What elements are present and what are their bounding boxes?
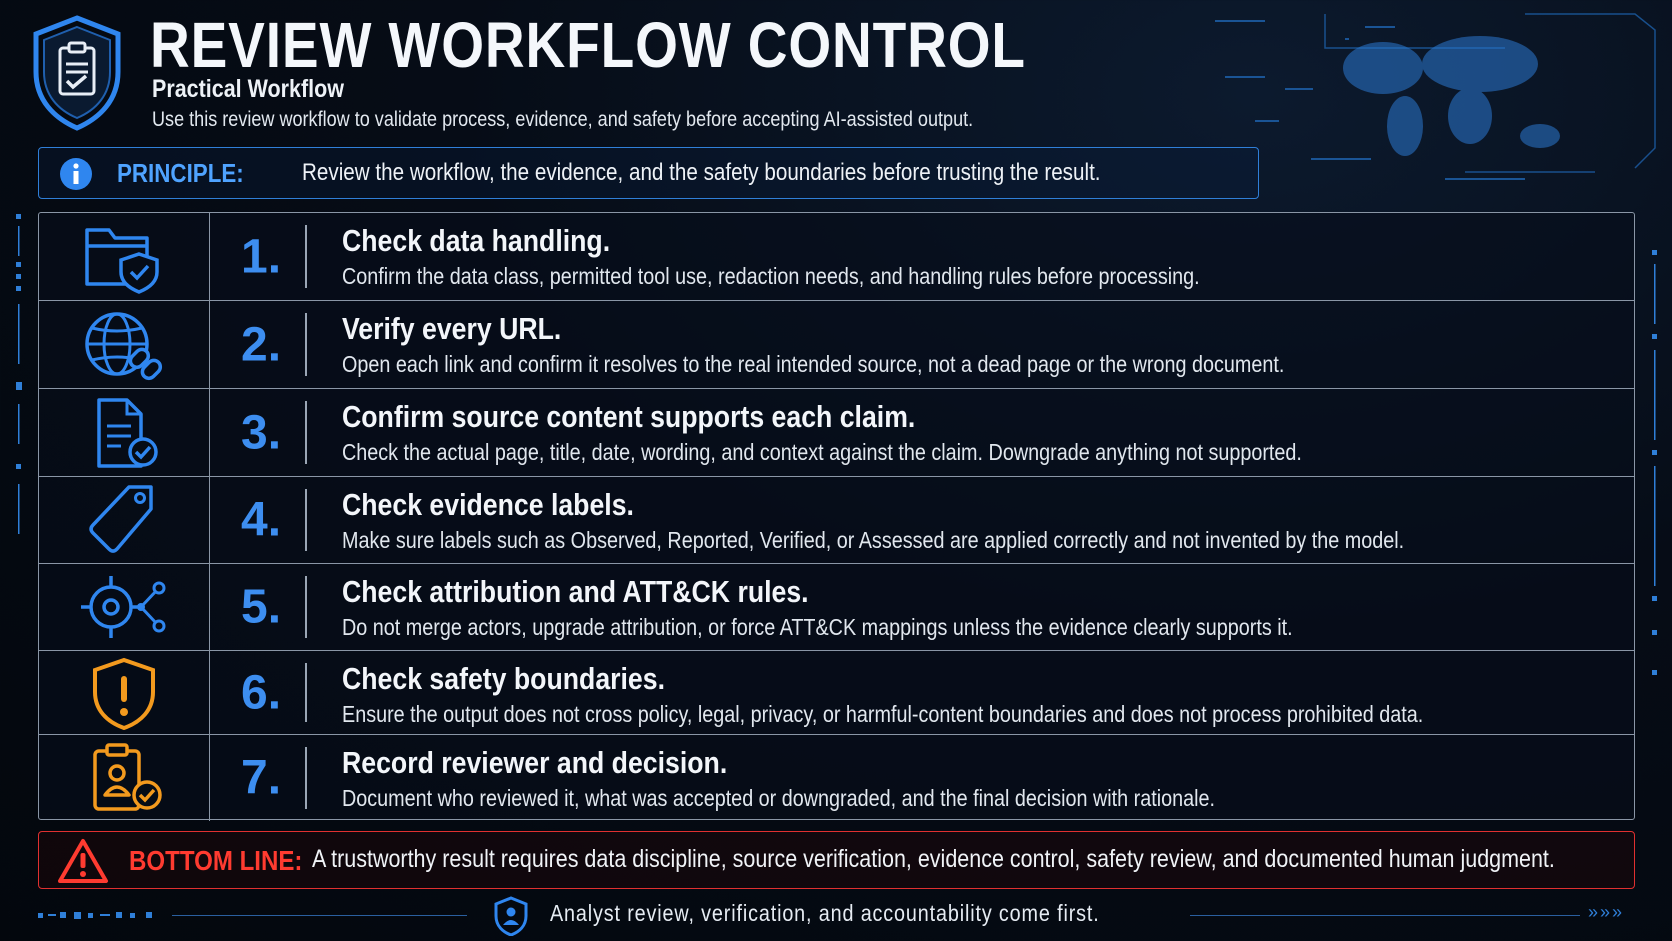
step-number: 5.	[241, 580, 282, 634]
step-number: 1.	[241, 230, 282, 283]
shield-alert-icon	[81, 656, 167, 730]
workflow-step	[39, 300, 1634, 388]
warning-triangle-icon	[57, 838, 109, 884]
clipboard-user-check-icon	[81, 741, 167, 815]
workflow-step	[39, 563, 1634, 650]
page-subtitle: Practical Workflow	[152, 75, 344, 103]
step-number: 7.	[241, 751, 282, 805]
step-title: Confirm source content supports each claim.	[342, 399, 916, 434]
target-network-icon	[81, 570, 167, 644]
principle-banner	[38, 147, 1259, 199]
chevrons-right-icon: »»»	[1588, 902, 1625, 922]
tag-icon	[81, 483, 167, 557]
step-description: Make sure labels such as Observed, Reported, Verified, or Assessed are applied correctly and not invented by the model.	[342, 527, 1405, 553]
step-number: 3.	[241, 406, 282, 459]
info-icon	[59, 157, 93, 191]
bottom-line-label: BOTTOM LINE:	[129, 845, 303, 876]
workflow-step	[39, 388, 1634, 476]
folder-shield-icon	[81, 220, 167, 294]
globe-link-icon	[81, 308, 167, 382]
principle-text: Review the workflow, the evidence, and the safety boundaries before trusting the result.	[302, 159, 1101, 186]
step-number: 4.	[241, 493, 282, 547]
workflow-step	[39, 734, 1634, 821]
footer-tagline: Analyst review, verification, and accountability come first.	[550, 900, 1100, 926]
step-description: Ensure the output does not cross policy, legal, privacy, or harmful-content boundaries and does not process prohibited data.	[342, 701, 1424, 727]
step-title: Check data handling.	[342, 223, 611, 258]
document-check-icon	[81, 396, 167, 470]
step-description: Open each link and confirm it resolves to the real intended source, not a dead page or the wrong document.	[342, 351, 1285, 377]
side-circuit-decoration	[1650, 250, 1660, 690]
step-title: Verify every URL.	[342, 311, 562, 346]
workflow-steps-table	[38, 212, 1635, 820]
step-description: Check the actual page, title, date, wording, and context against the claim. Downgrade anything not supported.	[342, 439, 1302, 465]
step-description: Confirm the data class, permitted tool use, redaction needs, and handling rules before processing.	[342, 263, 1200, 289]
step-title: Check safety boundaries.	[342, 661, 665, 696]
step-title: Check evidence labels.	[342, 487, 634, 522]
workflow-step	[39, 476, 1634, 563]
page-description: Use this review workflow to validate process, evidence, and safety before accepting AI-assisted output.	[152, 108, 974, 131]
clipboard-shield-logo-icon	[30, 14, 124, 132]
step-number: 2.	[241, 318, 282, 371]
step-title: Record reviewer and decision.	[342, 745, 728, 780]
bottom-line-text: A trustworthy result requires data discipline, source verification, evidence control, safety review, and documented human judgment.	[312, 845, 1555, 873]
page-title: REVIEW WORKFLOW CONTROL	[150, 9, 1026, 81]
workflow-step	[39, 650, 1634, 734]
bottom-line-banner	[38, 831, 1635, 889]
principle-label: PRINCIPLE:	[117, 158, 244, 188]
footer-dots-decoration	[38, 909, 168, 921]
step-title: Check attribution and ATT&CK rules.	[342, 574, 809, 609]
world-map-decoration	[1215, 8, 1665, 186]
step-number: 6.	[241, 666, 282, 719]
shield-user-icon	[493, 896, 529, 936]
step-description: Do not merge actors, upgrade attribution, or force ATT&CK mappings unless the evidence clearly supports it.	[342, 614, 1293, 640]
side-circuit-decoration	[14, 214, 24, 564]
workflow-step	[39, 213, 1634, 300]
step-description: Document who reviewed it, what was accepted or downgraded, and the final decision with rationale.	[342, 785, 1216, 811]
